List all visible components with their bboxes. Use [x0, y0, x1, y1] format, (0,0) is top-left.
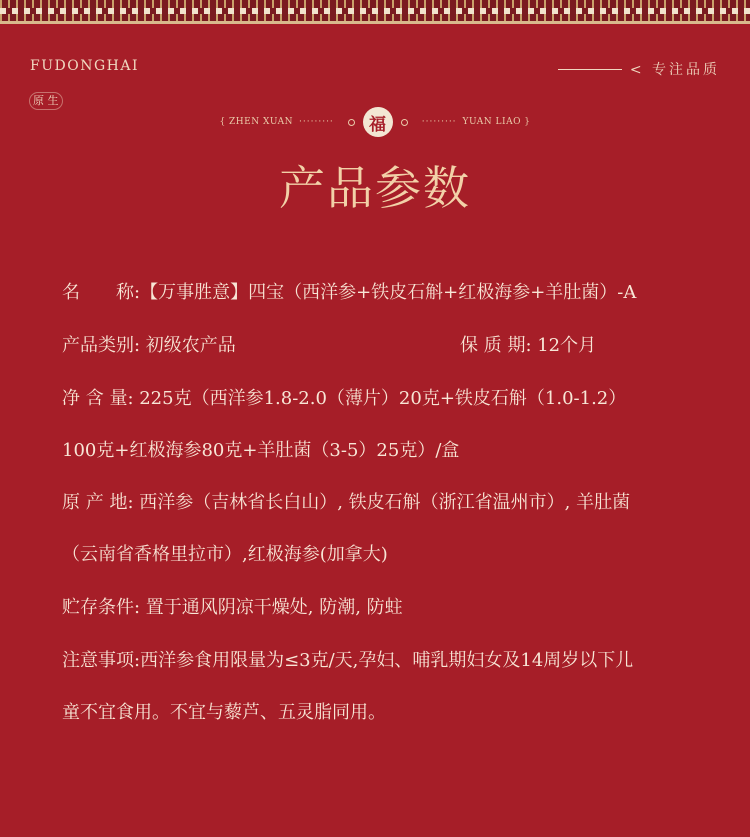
param-origin-line1: 原 产 地: 西洋参（吉林省长白山）, 铁皮石斛（浙江省温州市）, 羊肚菌: [62, 492, 631, 513]
ornament-right-text: YUAN LIAO }: [462, 117, 531, 127]
brand-name: FUDONGHAI: [30, 58, 139, 74]
param-notice-line1: 注意事项:西洋参食用限量为≤3克/天,孕妇、哺乳期妇女及14周岁以下儿: [62, 650, 634, 671]
param-net-content-line2: 100克+红极海参80克+羊肚菌（3-5）25克）/盒: [62, 440, 460, 461]
page-title: 产品参数: [279, 161, 471, 215]
param-name: 名 称:【万事胜意】四宝（西洋参+铁皮石斛+红极海参+羊肚菌）-A: [62, 282, 637, 303]
ring-icon: [348, 119, 355, 126]
origin-badge: 原 生: [29, 92, 63, 110]
param-row-category: [62, 333, 597, 359]
tagline-divider: [558, 69, 622, 70]
ornament-left-dots: ·········: [299, 117, 334, 127]
fu-seal-icon: 福: [363, 107, 393, 137]
param-net-content-line1: 净 含 量: 225克（西洋参1.8-2.0（薄片）20克+铁皮石斛（1.0-1.2）: [62, 388, 627, 409]
param-storage: 贮存条件: 置于通风阴凉干燥处, 防潮, 防蛀: [62, 597, 403, 618]
param-origin-line2: （云南省香格里拉市）,红极海参(加拿大): [62, 544, 388, 565]
ornament-right-dots: ·········: [421, 117, 457, 127]
ornament-left-text: { ZHEN XUAN: [219, 117, 294, 127]
quality-label: < 专注品质: [629, 62, 720, 78]
param-category: 产品类别: 初级农产品: [62, 335, 236, 356]
ring-icon: [401, 119, 408, 126]
title-ornament: [0, 106, 750, 138]
top-decorative-border: [0, 0, 750, 24]
param-notice-line2: 童不宜食用。不宜与藜芦、五灵脂同用。: [62, 702, 386, 723]
param-shelf-life: 保 质 期: 12个月: [460, 335, 597, 356]
quality-tagline: [558, 59, 720, 79]
